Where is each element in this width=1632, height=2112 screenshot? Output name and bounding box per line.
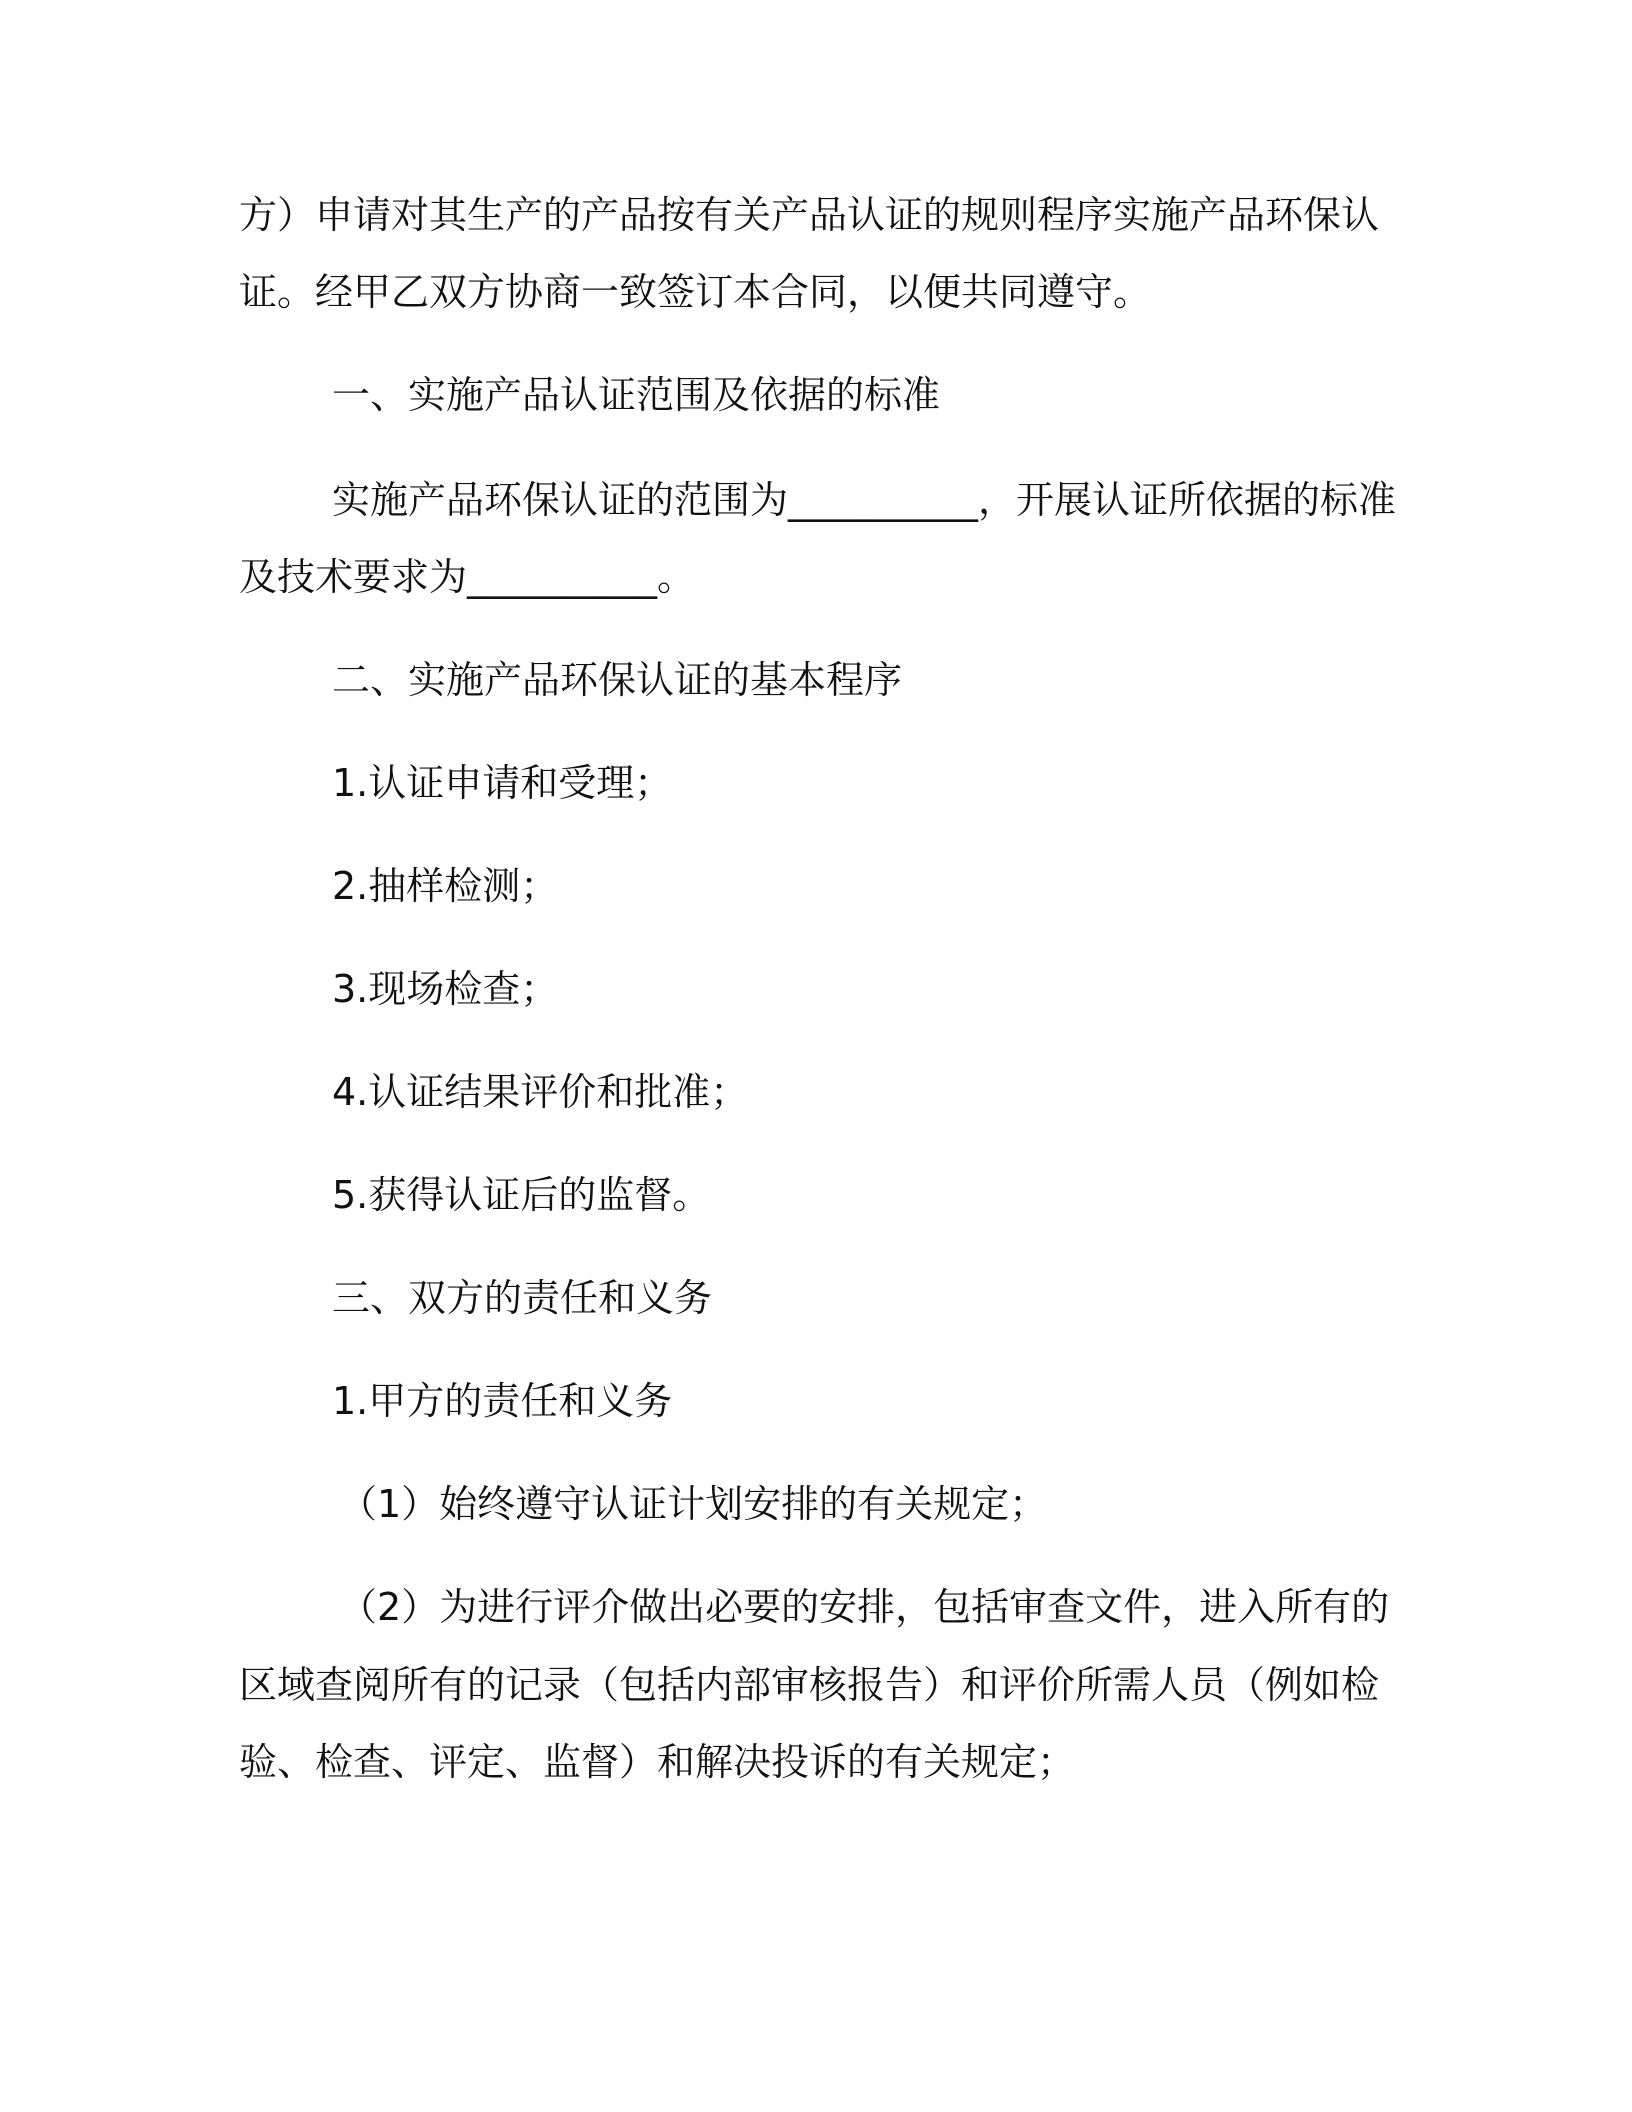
section-1-paragraph-line-1: 实施产品环保认证的范围为__________，开展认证所依据的标准	[332, 478, 1397, 522]
procedure-item-5: 5.获得认证后的监督。	[332, 1173, 711, 1217]
section-3-heading: 三、双方的责任和义务	[332, 1276, 713, 1320]
intro-line-1: 方）申请对其生产的产品按有关产品认证的规则程序实施产品环保认	[239, 193, 1380, 237]
clause-2-line-2: 区域查阅所有的记录（包括内部审核报告）和评价所需人员（例如检	[239, 1663, 1380, 1707]
section-1-paragraph-line-2: 及技术要求为__________。	[239, 555, 696, 599]
procedure-item-3: 3.现场检查；	[332, 967, 559, 1011]
section-2-heading: 二、实施产品环保认证的基本程序	[332, 658, 903, 702]
intro-line-2: 证。经甲乙双方协商一致签订本合同，以便共同遵守。	[239, 270, 1152, 314]
procedure-item-1: 1.认证申请和受理；	[332, 761, 673, 805]
section-1-heading: 一、实施产品认证范围及依据的标准	[332, 373, 941, 417]
procedure-item-4: 4.认证结果评价和批准；	[332, 1070, 749, 1114]
clause-2-line-1: （2）为进行评介做出必要的安排，包括审查文件，进入所有的	[339, 1585, 1390, 1629]
procedure-item-2: 2.抽样检测；	[332, 864, 559, 908]
clause-1: （1）始终遵守认证计划安排的有关规定；	[339, 1482, 1048, 1526]
clause-2-line-3: 验、检查、评定、监督）和解决投诉的有关规定；	[239, 1740, 1076, 1784]
party-a-duties-heading: 1.甲方的责任和义务	[332, 1379, 673, 1423]
